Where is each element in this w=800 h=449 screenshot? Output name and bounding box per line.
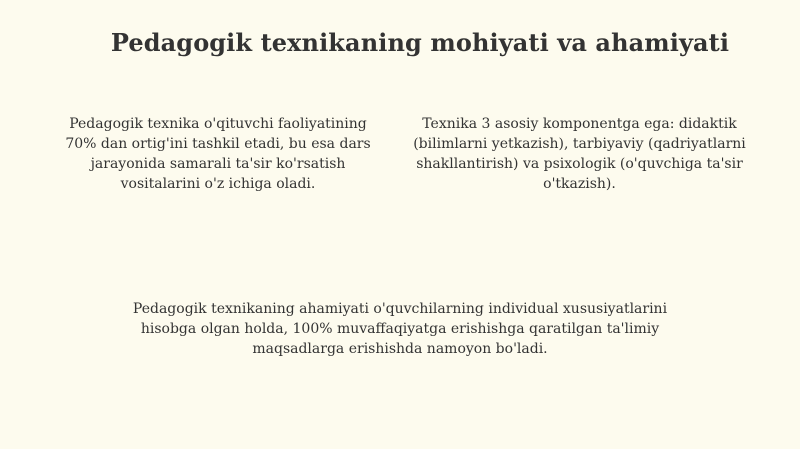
bottom-paragraph: Pedagogik texnikaning ahamiyati o'quvchilarning individual xususiyatlarini hisobga olgan holda, 100% muvaffaqiyatga erishishga qaratilgan ta'limiy maqsadlarga erishishda namoyon bo'ladi. <box>132 301 668 357</box>
left-paragraph: Pedagogik texnika o'qituvchi faoliyatining 70% dan ortig'ini tashkil etadi, bu esa dars jarayonida samarali ta'sir ko'rsatish vositalarini o'z ichiga oladi. <box>65 116 371 192</box>
slide-title: Pedagogik texnikaning mohiyati va ahamiyati <box>110 28 730 57</box>
right-paragraph: Texnika 3 asosiy komponentga ega: didaktik (bilimlarni yetkazish), tarbiyaviy (qadriyatlarni shakllantirish) va psixologik (o'quvchiga ta'sir o'tkazish). <box>413 116 746 192</box>
